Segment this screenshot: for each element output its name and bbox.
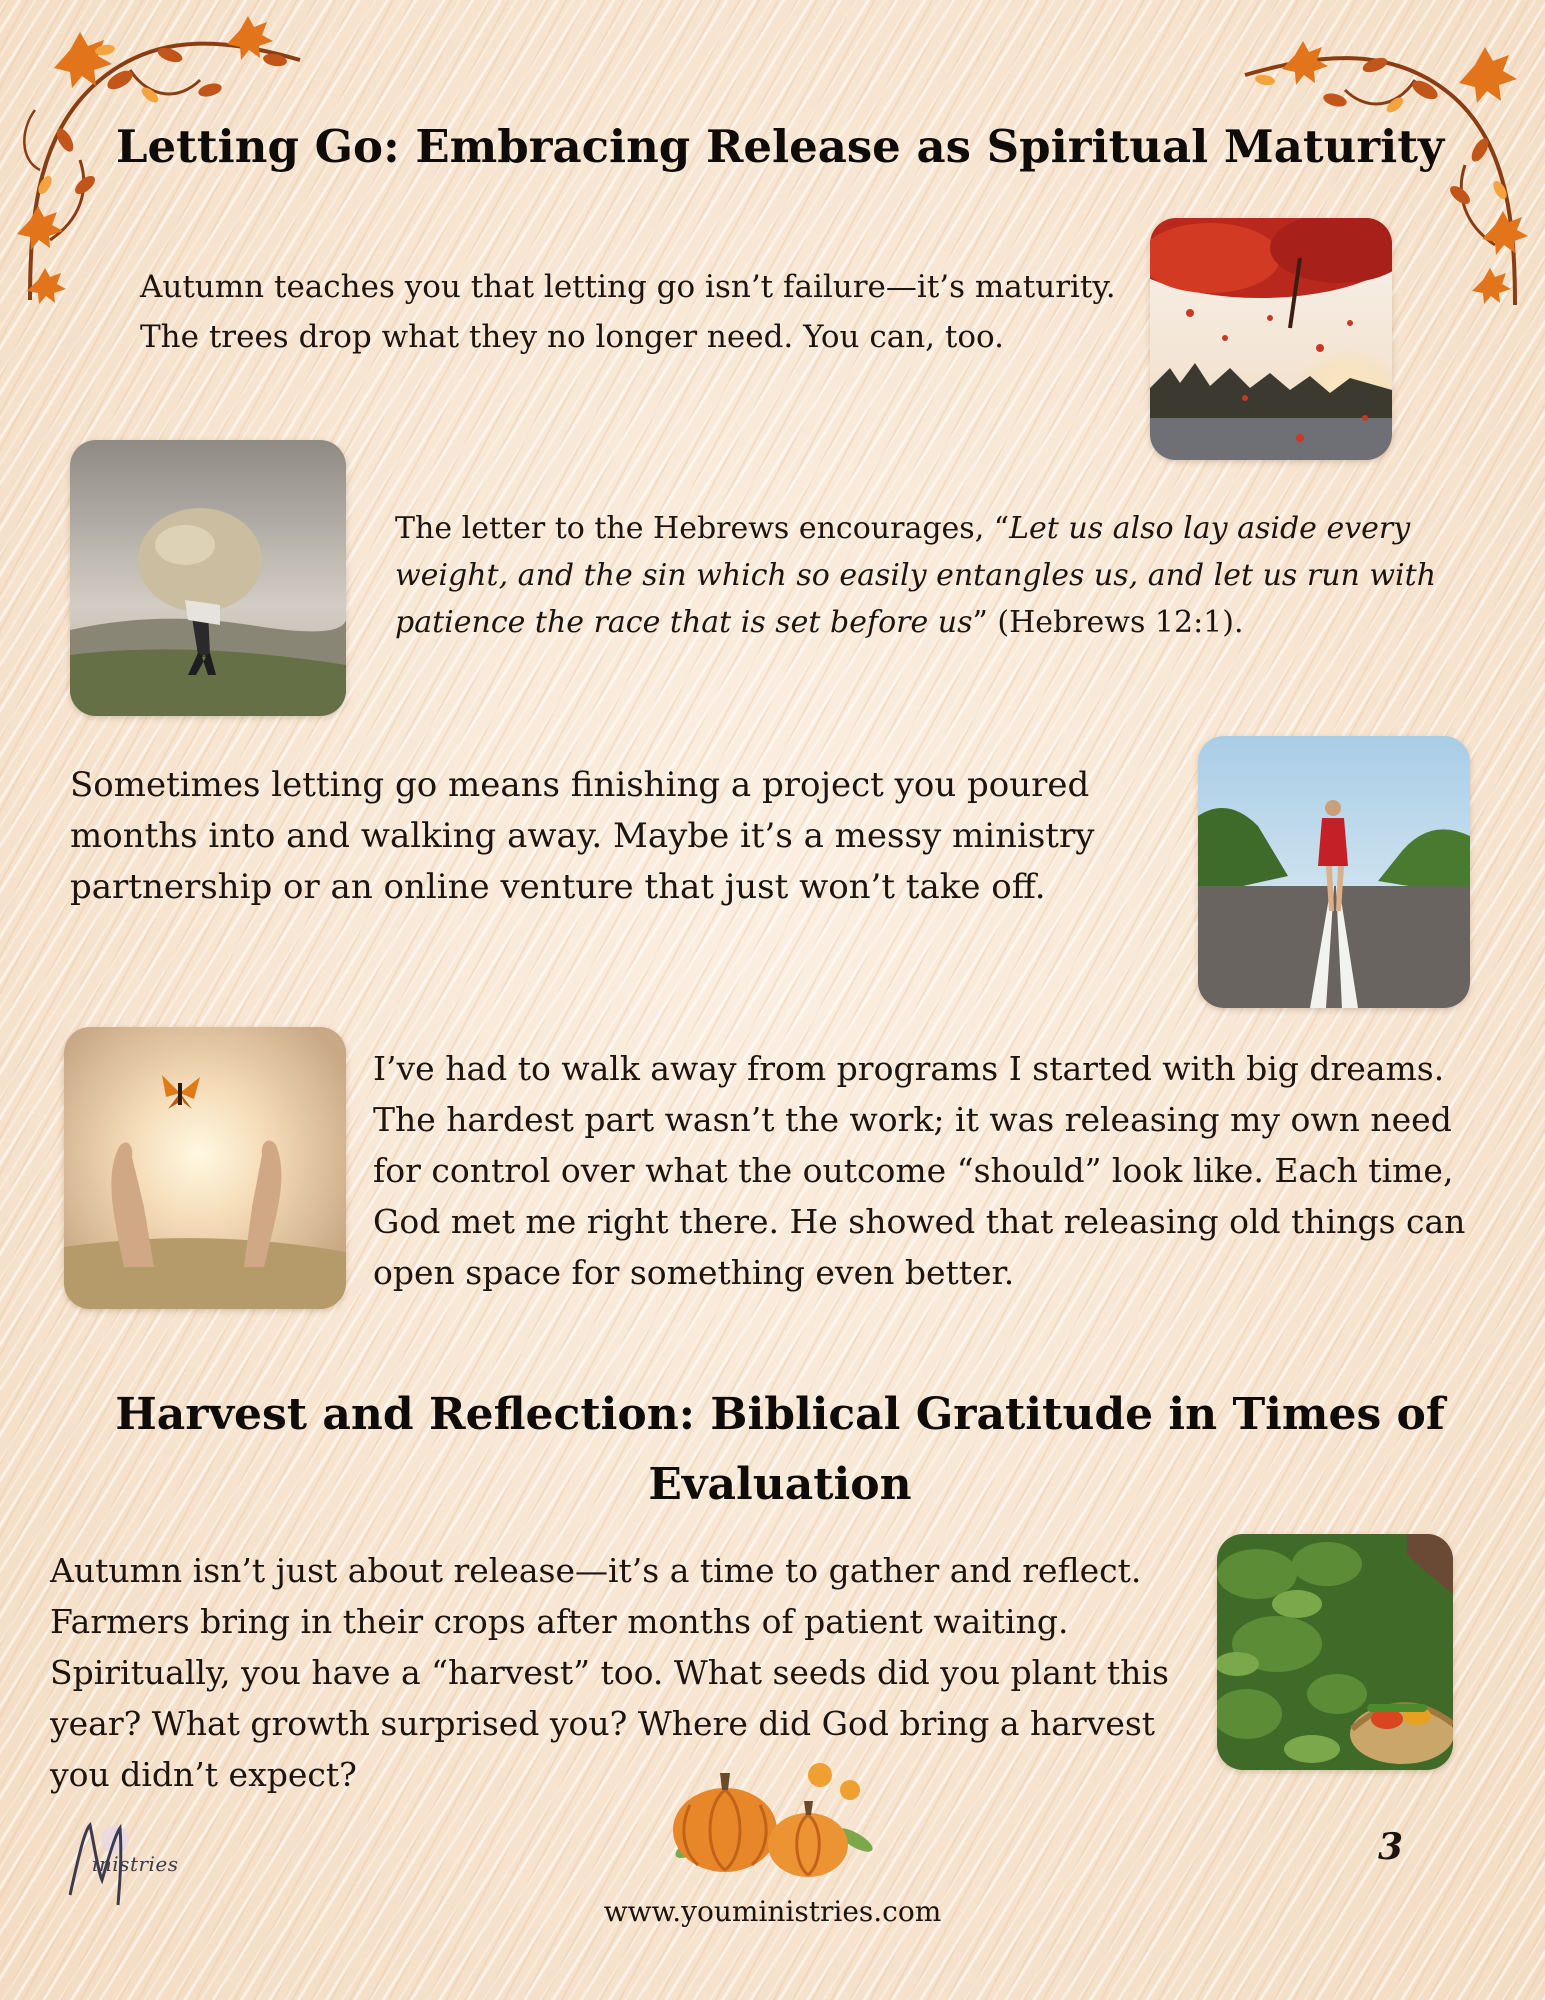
man-carrying-boulder-photo — [70, 440, 346, 716]
autumn-tree-photo — [1150, 218, 1392, 460]
footer-url[interactable]: www.youministries.com — [603, 1895, 942, 1928]
vegetable-harvest-photo — [1217, 1534, 1453, 1770]
quote-citation: ” (Hebrews 12:1). — [972, 605, 1244, 640]
scripture-quote: Let us also lay aside every weight, and the sin which so easily entangles us, and let us run with patience the race that is set before us — [395, 511, 1437, 640]
section-heading-letting-go: Letting Go: Embracing Release as Spiritual Maturity — [115, 120, 1445, 173]
paragraph-autumn-maturity: Autumn teaches you that letting go isn’t failure—it’s maturity. The trees drop what they no longer need. You can, too. — [140, 269, 1116, 355]
pumpkin-icon — [660, 1745, 880, 1885]
paragraph-hebrews-quote — [395, 505, 1485, 646]
paragraph-finishing-project: Sometimes letting go means finishing a project you poured months into and walking away. Maybe it’s a messy ministry partnership or an online venture that just won’t take off. — [70, 765, 1095, 907]
paragraph-harvest-reflection: Autumn isn’t just about release—it’s a time to gather and reflect. Farmers bring in their crops after months of patient waiting. Spiritually, you have a “harvest” too. What seeds did you plant this year? What growth surprised you? Where did God bring a harvest you didn’t expect? — [50, 1551, 1169, 1794]
section-heading-harvest: Harvest and Reflection: Biblical Gratitude in Times of Evaluation — [115, 1389, 1445, 1510]
quote-lead: The letter to the Hebrews encourages, “ — [395, 511, 1010, 546]
logo-text: inistries — [92, 1852, 179, 1876]
paragraph-walking-away: I’ve had to walk away from programs I started with big dreams. The hardest part wasn’t the work; it was releasing my own need for control over what the outcome “should” look like. Each time, God met me right there. He showed that releasing old things can open space for something even better. — [373, 1049, 1466, 1292]
page-number: 3 — [1378, 1826, 1404, 1868]
woman-walking-road-photo — [1198, 736, 1470, 1008]
hands-butterfly-photo — [64, 1027, 346, 1309]
